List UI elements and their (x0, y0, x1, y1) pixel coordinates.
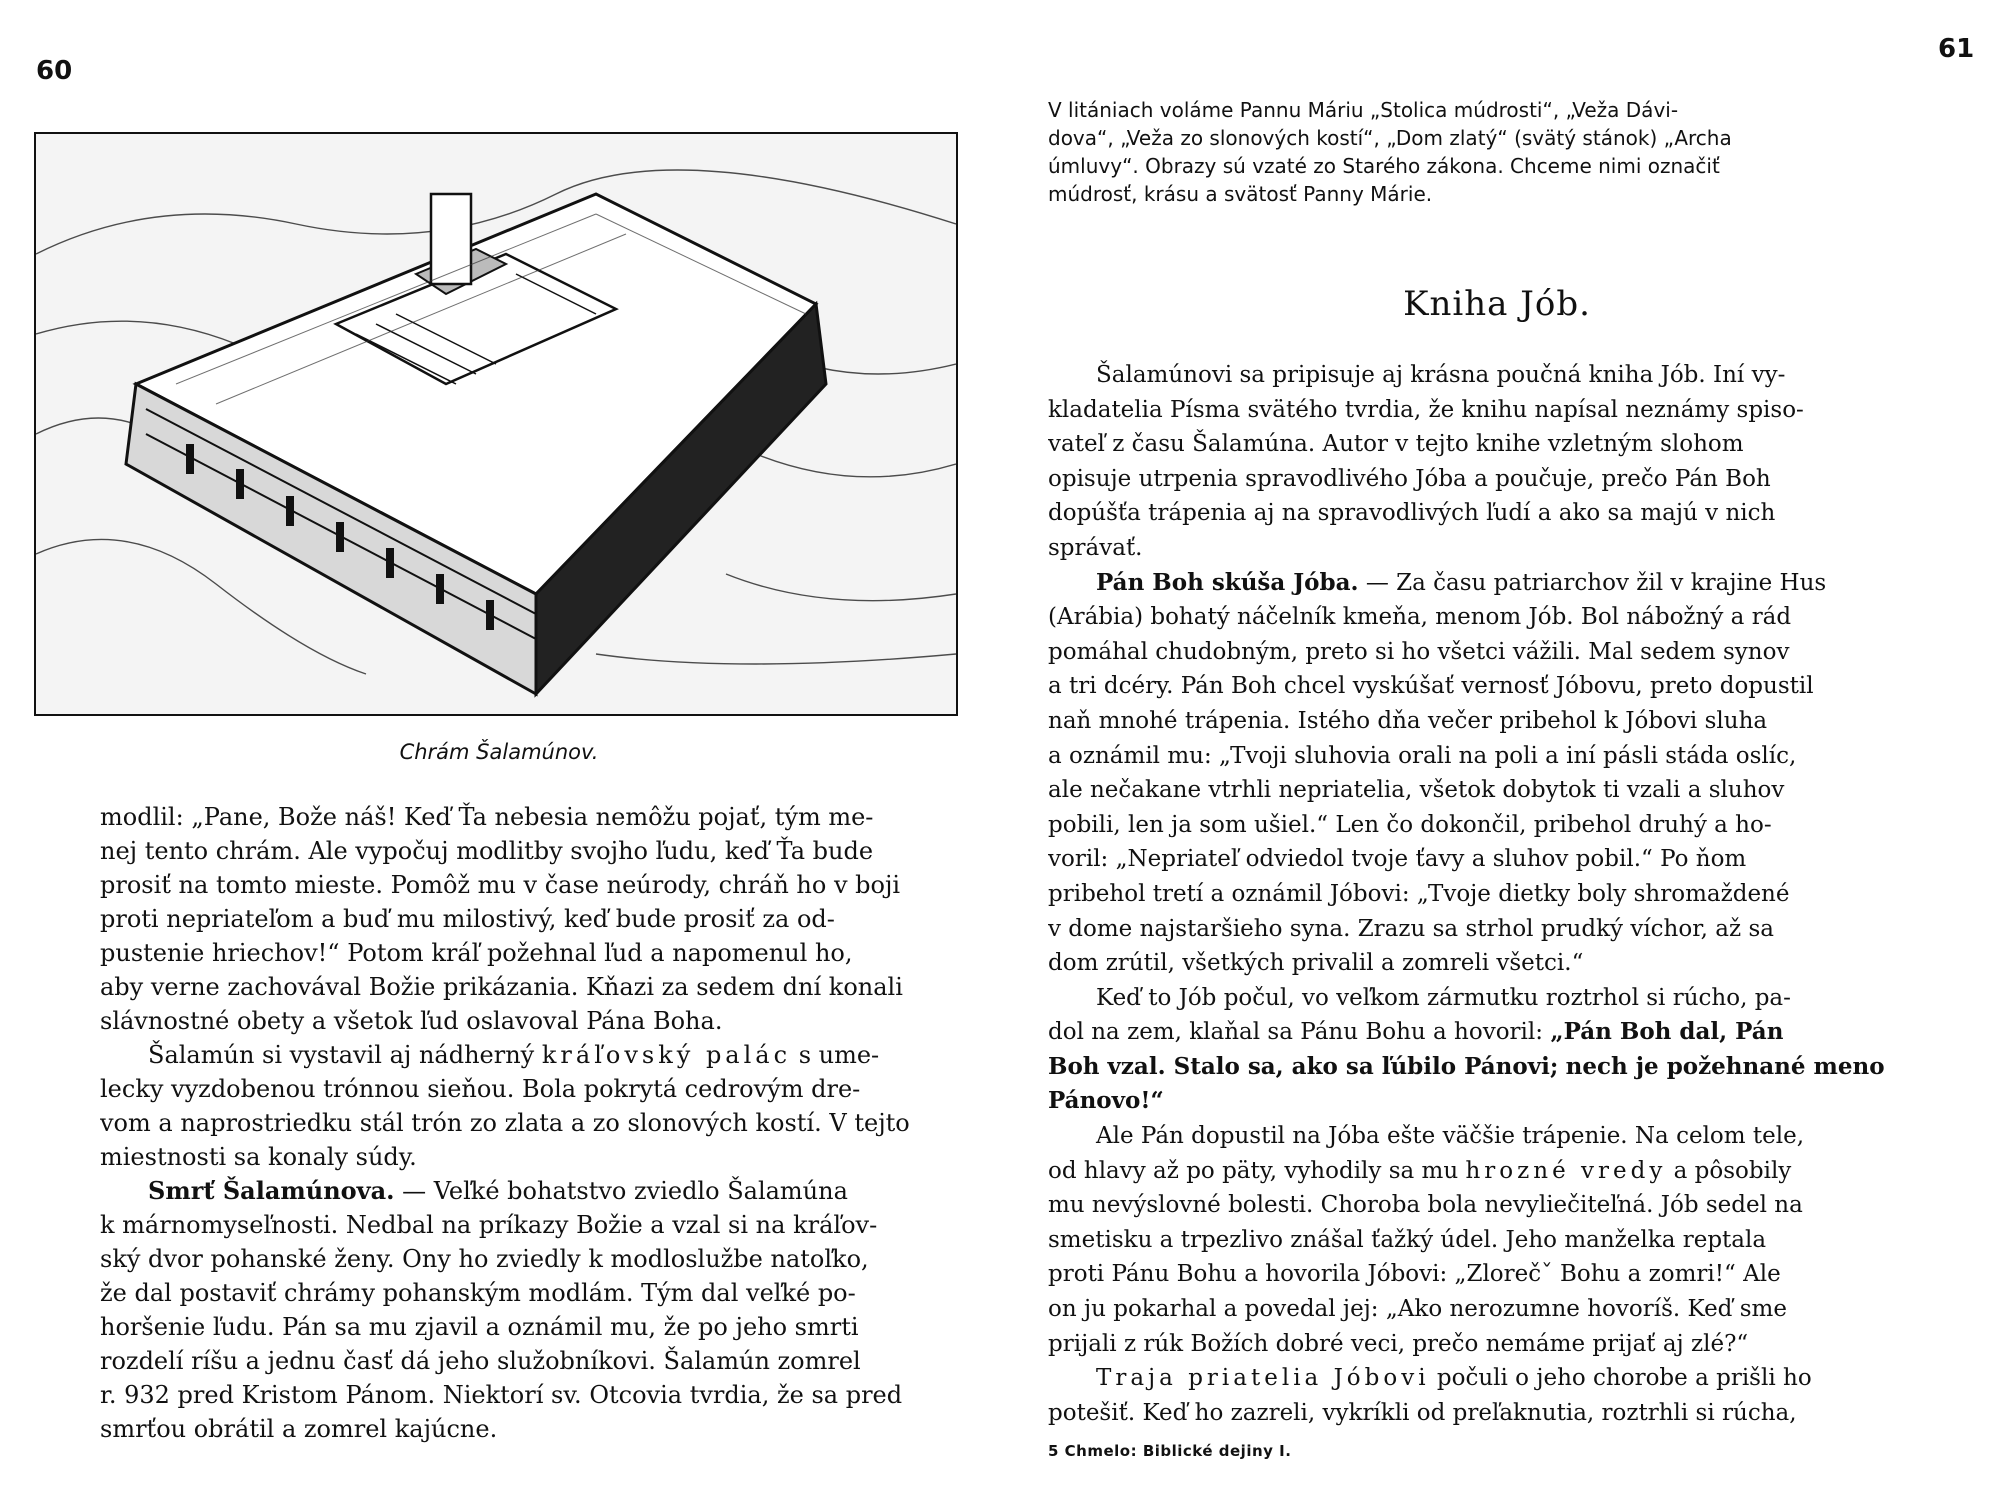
spaced-emphasis: kráľovský palác (541, 1041, 792, 1069)
text-run: od hlavy až po päty, vyhodily sa mu (1048, 1157, 1459, 1184)
text-line: naň mnohé trápenia. Istého dňa večer pribehol k Jóbovi sluha (1048, 707, 1768, 734)
para-first: — Za času patriarchov žil v krajine Hus (1365, 569, 1827, 596)
text-run: počuli o jeho chorobe a prišli ho (1436, 1365, 1812, 1392)
text-line: vom a naprostriedku stál trón zo zlata a zo slonových kostí. V tejto (100, 1109, 910, 1137)
text-line: voril: „Nepriateľ odviedol tvoje ťavy a sluhov pobil.“ Po ňom (1048, 846, 1747, 873)
text-line: mu nevýslovné bolesti. Choroba bola nevyliečiteľná. Jób sedel na (1048, 1192, 1803, 1219)
text-line: dopúšťa trápenia aj na spravodlivých ľudí a ako sa majú v nich (1048, 500, 1776, 527)
text-line: prijali z rúk Božích dobré veci, prečo nemáme prijať aj zlé?“ (1048, 1330, 1749, 1357)
text-line: smrťou obrátil a zomrel kajúcne. (100, 1415, 498, 1443)
illustration-caption: Chrám Šalamúnov. (399, 740, 599, 764)
text-line: opisuje utrpenia spravodlivého Jóba a poučuje, prečo Pán Boh (1048, 465, 1771, 492)
bold-quote: Pánovo!“ (1048, 1087, 1164, 1115)
section-heading: Pán Boh skúša Jóba. (1096, 568, 1359, 596)
temple-illustration (34, 132, 958, 716)
text-line: kladatelia Písma svätého tvrdia, že knihu napísal neznámy spiso- (1048, 396, 1804, 423)
text-line: Keď to Jób počul, vo veľkom zármutku roztrhol si rúcho, pa- (1096, 984, 1791, 1011)
text-line: smetisku a trpezlivo znášal ťažký údel. Jeho manželka reptala (1048, 1226, 1767, 1253)
text-line: k márnomyseľnosti. Nedbal na príkazy Božie a vzal si na kráľov- (100, 1211, 878, 1239)
text-line: rozdelí ríšu a jednu časť dá jeho služobníkovi. Šalamún zomrel (100, 1347, 861, 1375)
text-line: pribehol tretí a oznámil Jóbovi: „Tvoje dietky boly shromaždené (1048, 880, 1790, 907)
para-first: — Veľké bohatstvo zviedlo Šalamúna (402, 1177, 848, 1205)
text-line (1048, 1361, 1960, 1396)
text-line: správať. (1048, 534, 1143, 561)
text-line (100, 1174, 960, 1208)
text-run: dol na zem, klaňal sa Pánu Bohu a hovoril: (1048, 1019, 1544, 1046)
text-line: on ju pokarhal a povedal jej: „Ako nerozumne hovoríš. Keď sme (1048, 1296, 1787, 1323)
text-line (1048, 1084, 1960, 1119)
text-line: slávnostné obety a všetok ľud oslavoval Pána Boha. (100, 1007, 723, 1035)
text-line: aby verne zachovával Božie prikázania. Kňazi za sedem dní konali (100, 973, 903, 1001)
text-line: v dome najstaršieho syna. Zrazu sa strhol prudký víchor, až sa (1048, 915, 1774, 942)
temple-engraving-image (36, 134, 956, 714)
bold-quote: „Pán Boh dal, Pán (1550, 1018, 1784, 1046)
text-line: modlil: „Pane, Bože náš! Keď Ťa nebesia nemôžu pojať, tým me- (100, 803, 874, 831)
signature-footnote: 5 Chmelo: Biblické dejiny I. (1048, 1442, 1292, 1460)
chapter-heading: Kniha Jób. (1403, 284, 1591, 324)
para-start: Šalamún si vystavil aj nádherný (148, 1041, 535, 1069)
text-line: nej tento chrám. Ale vypočuj modlitby svojho ľudu, keď Ťa bude (100, 837, 874, 865)
section-heading: Smrť Šalamúnova. (148, 1176, 395, 1205)
text-line: pobili, len ja som ušiel.“ Len čo dokončil, pribehol druhý a ho- (1048, 811, 1772, 838)
text-line: Ale Pán dopustil na Jóba ešte väčšie trápenie. Na celom tele, (1096, 1123, 1805, 1150)
text-line: r. 932 pred Kristom Pánom. Niektorí sv. Otcovia tvrdia, že sa pred (100, 1381, 903, 1409)
text-line: ale nečakane vtrhli nepriatelia, všetok dobytok ti vzali a sluhov (1048, 777, 1785, 804)
text-line: múdrosť, krásu a svätosť Panny Márie. (1048, 182, 1433, 206)
text-line (1048, 566, 1960, 601)
page-number: 60 (36, 56, 73, 86)
text-line: (Arábia) bohatý náčelník kmeňa, menom Jób. Bol nábožný a rád (1048, 604, 1792, 631)
text-run: a pôsobily (1673, 1157, 1792, 1184)
text-line: a tri dcéry. Pán Boh chcel vyskúšať vernosť Jóbovu, preto dopustil (1048, 673, 1814, 700)
text-line: pustenie hriechov!“ Potom kráľ požehnal ľud a napomenul ho, (100, 939, 853, 967)
text-line: vateľ z času Šalamúna. Autor v tejto knihe vzletným slohom (1048, 431, 1744, 458)
text-line: potešiť. Keď ho zazreli, vykríkli od preľaknutia, roztrhli si rúcha, (1048, 1399, 1797, 1426)
text-line (1048, 1154, 1960, 1189)
text-line: proti Pánu Bohu a hovorila Jóbovi: „Zlorečˇ Bohu a zomri!“ Ale (1048, 1261, 1781, 1288)
right-body-text (1048, 358, 1960, 1430)
text-line: ský dvor pohanské ženy. Ony ho zviedly k modloslužbe natoľko, (100, 1245, 869, 1273)
text-line: dom zrútil, všetkých privalil a zomreli všetci.“ (1048, 950, 1584, 977)
text-line: proti nepriateľom a buď mu milostivý, keď bude prosiť za od- (100, 905, 835, 933)
text-line: že dal postaviť chrámy pohanským modlám. Tým dal veľké po- (100, 1279, 856, 1307)
text-line: Šalamúnovi sa pripisuje aj krásna poučná kniha Jób. Iní vy- (1096, 362, 1786, 388)
bold-quote: nech je požehnané meno (1565, 1052, 1885, 1080)
text-line: V litániach voláme Pannu Máriu „Stolica múdrosti“, „Veža Dávi- (1048, 98, 1679, 122)
text-line: úmluvy“. Obrazy sú vzaté zo Starého zákona. Chceme nimi označiť (1048, 154, 1720, 178)
page-number: 61 (1938, 34, 1975, 64)
text-line (1048, 1050, 1960, 1085)
text-line (1048, 1015, 1960, 1050)
text-line: prosiť na tomto mieste. Pomôž mu v čase neúrody, chráň ho v boji (100, 871, 901, 899)
text-line: pomáhal chudobným, preto si ho všetci vážili. Mal sedem synov (1048, 638, 1790, 665)
bold-quote: Boh vzal. Stalo sa, ako sa ľúbilo Pánovi; (1048, 1052, 1559, 1080)
spaced-emphasis: hrozné vredy (1465, 1157, 1667, 1184)
text-line: a oznámil mu: „Tvoji sluhovia orali na poli a iní pásli stáda oslíc, (1048, 742, 1797, 769)
spaced-emphasis: Traja priatelia Jóbovi (1096, 1365, 1430, 1392)
text-line: dova“, „Veža zo slonových kostí“, „Dom zlatý“ (svätý stánok) „Archa (1048, 126, 1732, 150)
para-rest: s ume- (798, 1041, 880, 1069)
right-page (998, 0, 1996, 1500)
text-line: lecky vyzdobenou trónnou sieňou. Bola pokrytá cedrovým dre- (100, 1075, 861, 1103)
text-line (100, 1038, 960, 1072)
text-line: miestnosti sa konaly súdy. (100, 1143, 417, 1171)
litany-note (1048, 96, 1960, 208)
text-line: horšenie ľudu. Pán sa mu zjavil a oznámil mu, že po jeho smrti (100, 1313, 859, 1341)
left-body-text (100, 800, 960, 1446)
